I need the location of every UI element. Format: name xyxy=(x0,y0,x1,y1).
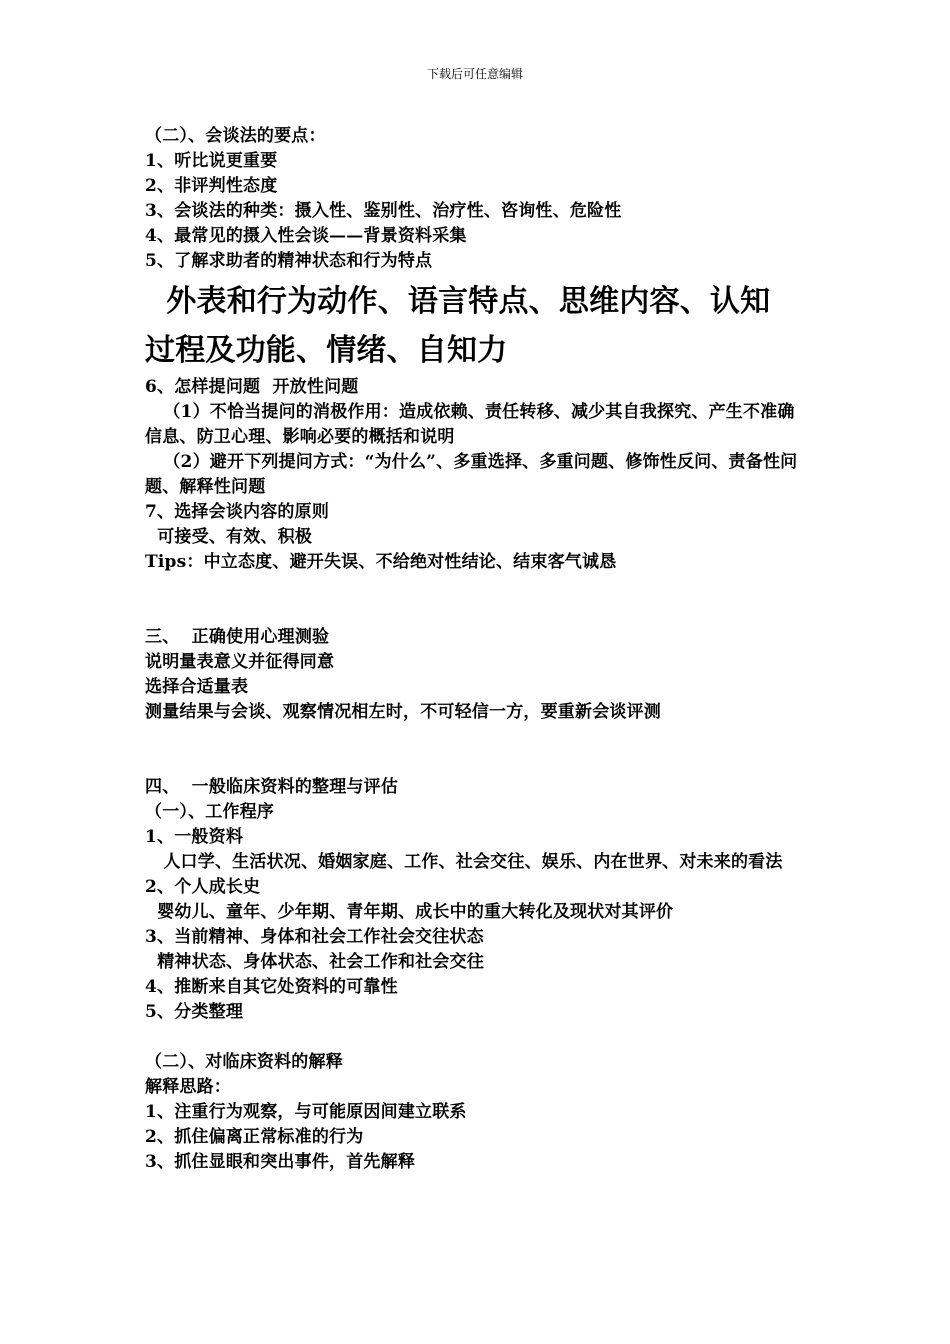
subsection-heading: （一）、工作程序 xyxy=(145,802,275,822)
tips-line: Tips：中立态度、避开失误、不给绝对性结论、结束客气诚恳 xyxy=(145,552,617,572)
spacer xyxy=(145,575,810,625)
list-item: 1、一般资料 xyxy=(145,827,244,847)
list-item: 7、选择会谈内容的原则 xyxy=(145,502,330,522)
page-header: 下载后可任意编辑 xyxy=(426,67,523,81)
spacer xyxy=(145,1025,810,1050)
list-item: 6、怎样提问题 开放性问题 xyxy=(145,377,359,397)
sub-item: 婴幼儿、童年、少年期、青年期、成长中的重大转化及现状对其评价 xyxy=(145,902,674,922)
list-item: 1、注重行为观察，与可能原因间建立联系 xyxy=(145,1102,467,1122)
sub-item: 精神状态、身体状态、社会工作和社会交往 xyxy=(145,952,485,972)
list-item: 5、分类整理 xyxy=(145,1002,244,1022)
list-item: 3、会谈法的种类：摄入性、鉴别性、治疗性、咨询性、危险性 xyxy=(145,201,622,221)
list-item: 2、非评判性态度 xyxy=(145,176,278,196)
list-item: 选择合适量表 xyxy=(145,677,249,697)
spacer xyxy=(145,725,810,775)
list-item: 说明量表意义并征得同意 xyxy=(145,652,335,672)
list-item: 4、推断来自其它处资料的可靠性 xyxy=(145,977,398,997)
list-item: 3、抓住显眼和突出事件，首先解释 xyxy=(145,1152,416,1172)
paragraph: 人口学、生活状况、婚姻家庭、工作、社会交往、娱乐、内在世界、对未来的看法 xyxy=(145,852,783,872)
list-item: 测量结果与会谈、观察情况相左时，不可轻信一方，要重新会谈评测 xyxy=(145,702,661,722)
paragraph: （1）不恰当提问的消极作用：造成依赖、责任转移、减少其自我探究、产生不准确信息、防卫心理、影响必要的概括和说明 xyxy=(145,402,795,447)
large-text-line: 外表和行为动作、语言特点、思维内容、认知 xyxy=(145,284,771,319)
list-item: 解释思路： xyxy=(145,1077,231,1097)
list-item: 5、了解求助者的精神状态和行为特点 xyxy=(145,251,433,271)
section-heading: 三、 正确使用心理测验 xyxy=(145,627,330,647)
section-heading: （二）、会谈法的要点： xyxy=(145,126,326,146)
document-body xyxy=(145,124,810,1175)
large-text-line: 过程及功能、情绪、自知力 xyxy=(145,333,508,368)
list-item: 2、抓住偏离正常标准的行为 xyxy=(145,1127,364,1147)
subsection-heading: （二）、对临床资料的解释 xyxy=(145,1052,343,1072)
paragraph: （2）避开下列提问方式：“为什么”、多重选择、多重问题、修饰性反问、责备性问题、解释性问题 xyxy=(145,452,798,497)
list-item: 4、最常见的摄入性会谈——背景资料采集 xyxy=(145,226,467,246)
section-heading: 四、 一般临床资料的整理与评估 xyxy=(145,777,399,797)
list-item: 3、当前精神、身体和社会工作社会交往状态 xyxy=(145,927,484,947)
list-item: 1、听比说更重要 xyxy=(145,151,278,171)
sub-item: 可接受、有效、积极 xyxy=(145,527,313,547)
list-item: 2、个人成长史 xyxy=(145,877,261,897)
